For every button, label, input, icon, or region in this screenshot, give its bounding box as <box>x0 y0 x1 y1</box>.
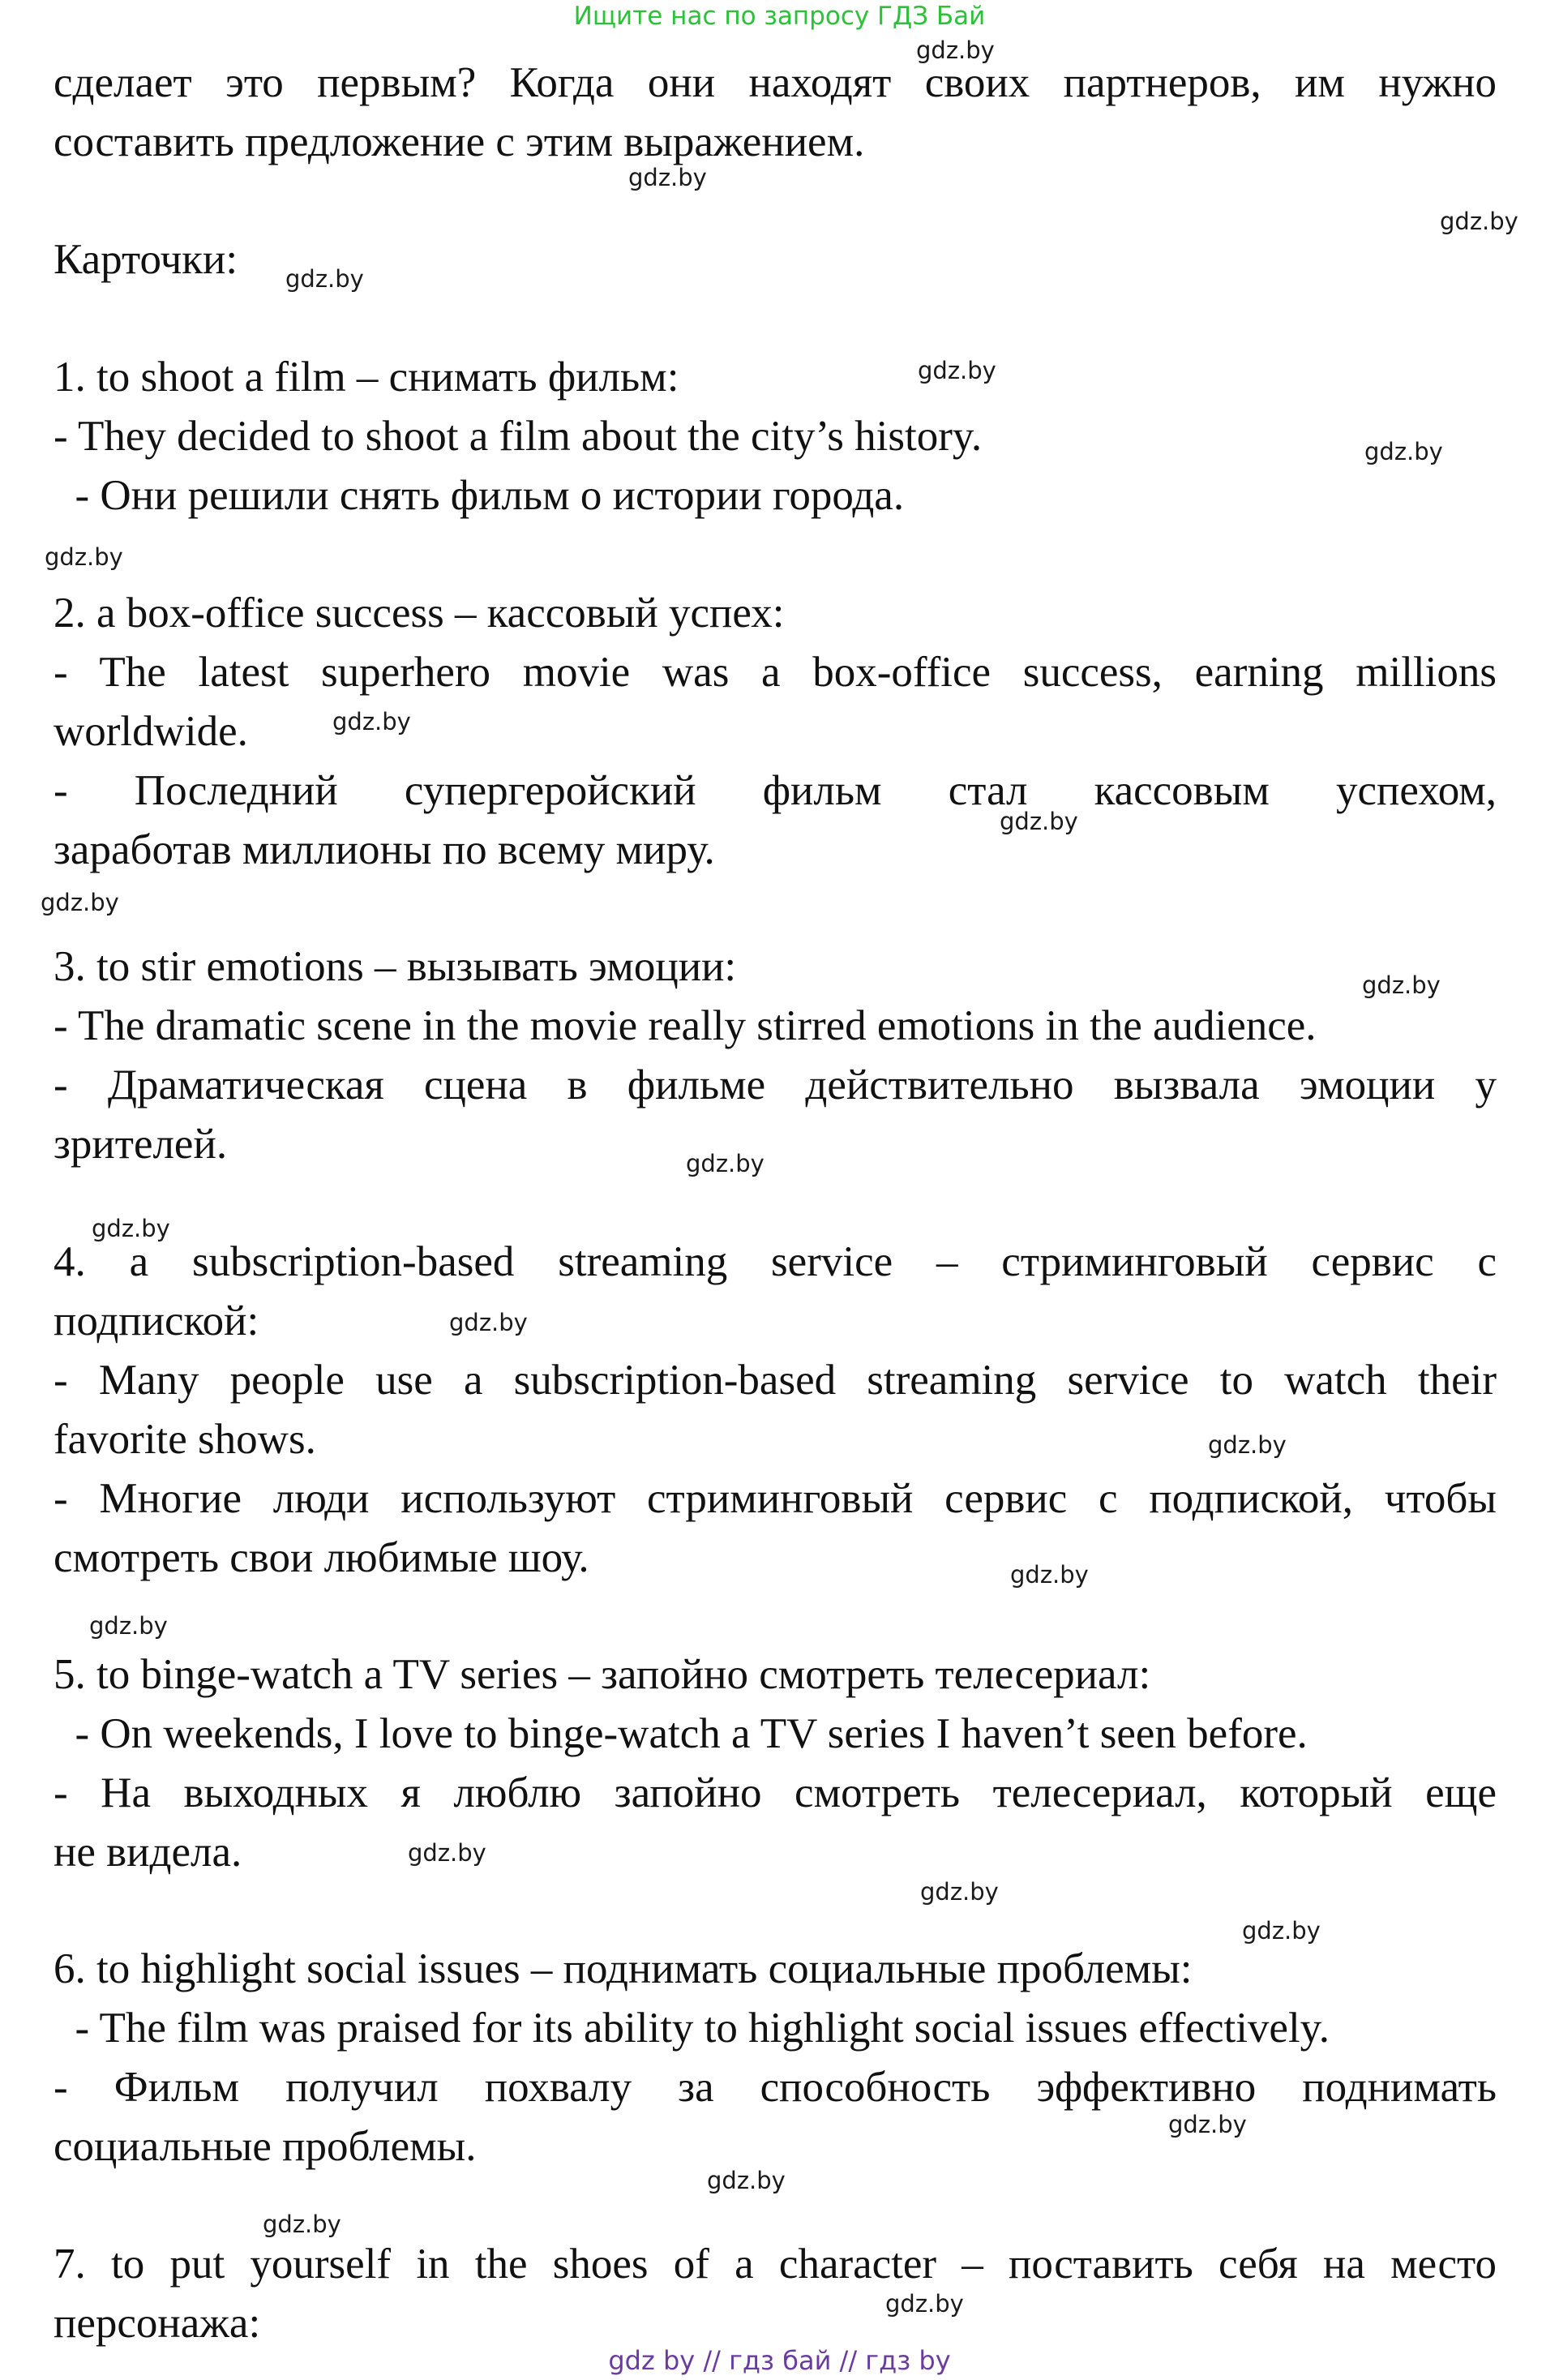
card-5-title: 5. to binge-watch a TV series – запойно смотреть телесериал: <box>54 1651 1151 1698</box>
card-5-example-ru-1: - На выходных я люблю запойно смотреть телесериал, который еще <box>54 1769 1497 1816</box>
card-4-title-2: подпиской: <box>54 1297 259 1344</box>
card-4-example-ru-1: - Многие люди используют стриминговый сервис с подпиской, чтобы <box>54 1475 1497 1522</box>
watermark: gdz.by <box>41 889 119 916</box>
card-6-example-ru-2: социальные проблемы. <box>54 2123 477 2170</box>
watermark: gdz.by <box>1208 1431 1287 1459</box>
watermark: gdz.by <box>449 1309 528 1336</box>
watermark: gdz.by <box>332 708 411 735</box>
page-header: Ищите нас по запросу ГДЗ Бай <box>573 2 986 31</box>
watermark: gdz.by <box>1242 1917 1321 1945</box>
page-footer: gdz by // гдз бай // гдз by <box>608 2345 951 2376</box>
card-1-title: 1. to shoot a film – снимать фильм: <box>54 354 679 401</box>
watermark: gdz.by <box>628 164 707 191</box>
card-4-title-1: 4. a subscription-based streaming service – стриминговый сервис с <box>54 1238 1497 1285</box>
watermark: gdz.by <box>707 2167 786 2194</box>
watermark: gdz.by <box>263 2211 341 2238</box>
watermark: gdz.by <box>686 1150 765 1177</box>
card-3-title: 3. to stir emotions – вызывать эмоции: <box>54 943 737 990</box>
card-3-example-en: - The dramatic scene in the movie really stirred emotions in the audience. <box>54 1002 1317 1049</box>
watermark: gdz.by <box>89 1612 168 1640</box>
watermark: gdz.by <box>920 1878 999 1906</box>
watermark: gdz.by <box>45 543 123 571</box>
intro-line-1: сделает это первым? Когда они находят своих партнеров, им нужно <box>54 59 1497 106</box>
card-4-example-en-1: - Many people use a subscription-based streaming service to watch their <box>54 1357 1497 1404</box>
card-4-example-en-2: favorite shows. <box>54 1416 316 1463</box>
card-5-example-ru-2: не видела. <box>54 1829 242 1876</box>
watermark: gdz.by <box>1364 438 1443 465</box>
intro-line-2: составить предложение с этим выражением. <box>54 118 865 165</box>
watermark: gdz.by <box>1000 808 1078 835</box>
watermark: gdz.by <box>1440 208 1518 235</box>
card-3-example-ru-1: - Драматическая сцена в фильме действительно вызвала эмоции у <box>54 1061 1497 1109</box>
card-2-example-ru-2: заработав миллионы по всему миру. <box>54 826 715 873</box>
watermark: gdz.by <box>285 265 364 293</box>
card-5-example-en: - On weekends, I love to binge-watch a TV series I haven’t seen before. <box>54 1710 1308 1757</box>
card-2-title: 2. a box-office success – кассовый успех: <box>54 590 785 637</box>
card-6-title: 6. to highlight social issues – поднимать социальные проблемы: <box>54 1945 1193 1992</box>
card-2-example-en-2: worldwide. <box>54 708 248 755</box>
watermark: gdz.by <box>1168 2111 1247 2138</box>
watermark: gdz.by <box>408 1839 486 1867</box>
watermark: gdz.by <box>1010 1561 1089 1589</box>
card-6-example-en: - The film was praised for its ability to highlight social issues effectively. <box>54 2005 1330 2052</box>
watermark: gdz.by <box>918 357 996 384</box>
card-6-example-ru-1: - Фильм получил похвалу за способность эффективно поднимать <box>54 2064 1497 2111</box>
card-1-example-ru: - Они решили снять фильм о истории города. <box>54 472 905 519</box>
card-2-example-en-1: - The latest superhero movie was a box-office success, earning millions <box>54 649 1497 696</box>
watermark: gdz.by <box>885 2290 964 2318</box>
card-3-example-ru-2: зрителей. <box>54 1121 228 1168</box>
card-1-example-en: - They decided to shoot a film about the city’s history. <box>54 413 983 460</box>
card-4-example-ru-2: смотреть свои любимые шоу. <box>54 1534 589 1581</box>
card-7-title-1: 7. to put yourself in the shoes of a character – поставить себя на место <box>54 2241 1497 2288</box>
card-7-title-2: персонажа: <box>54 2300 261 2347</box>
watermark: gdz.by <box>1362 971 1441 999</box>
cards-heading: Карточки: <box>54 236 238 283</box>
card-2-example-ru-1: - Последний супергеройский фильм стал кассовым успехом, <box>54 767 1497 814</box>
watermark: gdz.by <box>916 36 995 64</box>
watermark: gdz.by <box>92 1215 170 1242</box>
